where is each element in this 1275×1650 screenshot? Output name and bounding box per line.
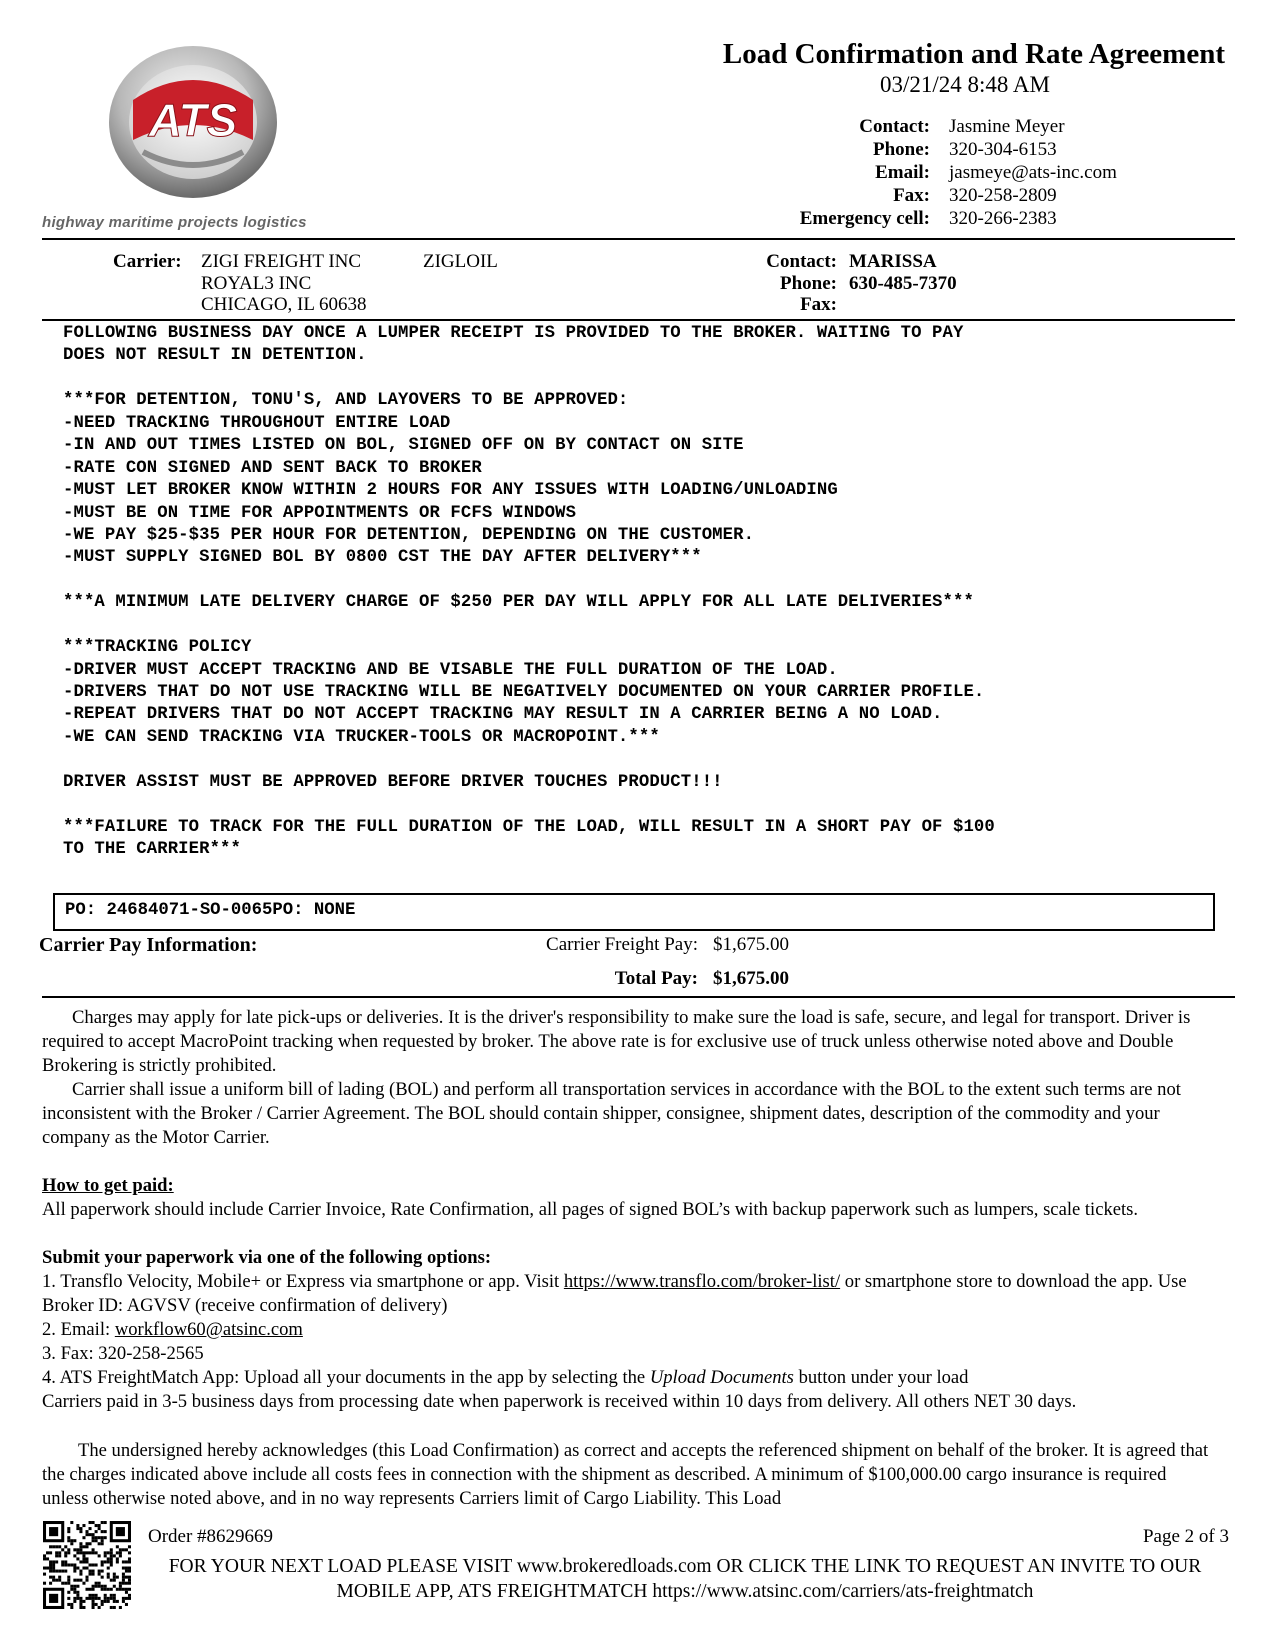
note-line: -MUST SUPPLY SIGNED BOL BY 0800 CST THE DAY AFTER DELIVERY***	[63, 548, 702, 568]
carrier-contact-value: MARISSA	[849, 251, 937, 272]
contact-label: Contact:	[859, 116, 930, 137]
pay-divider	[42, 996, 1235, 998]
carrier-code: ZIGLOIL	[423, 251, 498, 272]
fax-value: 320-258-2809	[949, 185, 1057, 206]
note-line: -NEED TRACKING THROUGHOUT ENTIRE LOAD	[63, 413, 451, 433]
note-line: FOLLOWING BUSINESS DAY ONCE A LUMPER RECEIPT IS PROVIDED TO THE BROKER. WAITING TO PAY	[63, 324, 964, 343]
how-to-get-paid-heading: How to get paid:	[42, 1175, 174, 1196]
note-line: DRIVER ASSIST MUST BE APPROVED BEFORE DRIVER TOUCHES PRODUCT!!!	[63, 772, 723, 792]
svg-text:ATS: ATS	[148, 94, 238, 146]
note-line: -IN AND OUT TIMES LISTED ON BOL, SIGNED OFF ON BY CONTACT ON SITE	[63, 436, 744, 456]
total-pay-label: Total Pay:	[614, 968, 698, 989]
note-line: ***FOR DETENTION, TONU'S, AND LAYOVERS TO BE APPROVED:	[63, 391, 629, 411]
note-line: -DRIVER MUST ACCEPT TRACKING AND BE VISABLE THE FULL DURATION OF THE LOAD.	[63, 660, 838, 680]
document-datetime: 03/21/24 8:48 AM	[880, 72, 1050, 97]
note-line: -MUST BE ON TIME FOR APPOINTMENTS OR FCFS WINDOWS	[63, 503, 577, 523]
note-line: -DRIVERS THAT DO NOT USE TRACKING WILL BE NEGATIVELY DOCUMENTED ON YOUR CARRIER PROFILE.	[63, 683, 985, 702]
terms-paragraph-2: Carrier shall issue a uniform bill of lading (BOL) and perform all transportation services in accordance with the BOL to the extent such terms are not inconsistent with the Broker / Carrier Agreement. The BOL should contain shipper, consignee, shipment dates, description of the commodity and your company as the Motor Carrier.	[42, 1079, 1181, 1148]
carrier-address-line2: CHICAGO, IL 60638	[201, 294, 367, 315]
emergency-cell-label: Emergency cell:	[799, 208, 930, 229]
note-line: -RATE CON SIGNED AND SENT BACK TO BROKER	[63, 458, 482, 478]
email-label: Email:	[875, 162, 930, 183]
note-blank-line	[63, 614, 995, 636]
note-line: -WE CAN SEND TRACKING VIA TRUCKER-TOOLS OR MACROPOINT.***	[63, 727, 660, 747]
note-blank-line	[63, 748, 995, 770]
email-value[interactable]: jasmeye@ats-inc.com	[949, 162, 1117, 183]
note-line: ***FAILURE TO TRACK FOR THE FULL DURATION OF THE LOAD, WILL RESULT IN A SHORT PAY OF $100	[63, 817, 995, 837]
carrier-contact-label: Contact:	[766, 251, 837, 272]
carrier-address-line1: ROYAL3 INC	[201, 273, 312, 294]
emergency-cell-value: 320-266-2383	[949, 208, 1057, 229]
note-line: -MUST LET BROKER KNOW WITHIN 2 HOURS FOR ANY ISSUES WITH LOADING/UNLOADING	[63, 481, 838, 501]
carrier-phone-value: 630-485-7370	[849, 273, 957, 294]
qr-code-icon[interactable]	[43, 1521, 131, 1609]
note-line: -WE PAY $25-$35 PER HOUR FOR DETENTION, DEPENDING ON THE CUSTOMER.	[63, 525, 755, 545]
option-email-text: 2. Email:	[42, 1319, 115, 1340]
option-freightmatch-text-after: button under your load	[793, 1367, 969, 1388]
note-line: -REPEAT DRIVERS THAT DO NOT ACCEPT TRACKING MAY RESULT IN A CARRIER BEING A NO LOAD.	[63, 705, 943, 725]
carrier-phone-label: Phone:	[780, 273, 837, 294]
acknowledgement-text: The undersigned hereby acknowledges (this Load Confirmation) as correct and accepts the referenced shipment on behalf of the broker. It is agreed that the charges indicated above include all costs fees in connection with the shipment as described. A minimum of $100,000.00 cargo insurance is required unless otherwise noted above, and in no way represents Carriers limit of Cargo Liability. This Load	[42, 1440, 1209, 1509]
phone-value: 320-304-6153	[949, 139, 1057, 160]
note-blank-line	[63, 569, 995, 591]
total-pay-value: $1,675.00	[713, 968, 789, 989]
terms-paragraph-1: Charges may apply for late pick-ups or deliveries. It is the driver's responsibility to make sure the load is safe, secure, and legal for transport. Driver is required to accept MacroPoint tracking when requested by broker. The above rate is for exclusive use of truck unless otherwise noted above and Double Brokering is strictly prohibited.	[42, 1007, 1191, 1076]
note-line: TO THE CARRIER***	[63, 840, 241, 860]
paperwork-intro: All paperwork should include Carrier Invoice, Rate Confirmation, all pages of signed BOL’s with backup paperwork such as lumpers, scale tickets.	[42, 1199, 1139, 1220]
note-line: ***A MINIMUM LATE DELIVERY CHARGE OF $250 PER DAY WILL APPLY FOR ALL LATE DELIVERIES***	[63, 593, 974, 613]
submit-options-heading: Submit your paperwork via one of the following options:	[42, 1247, 492, 1268]
option-email	[42, 1318, 303, 1342]
carrier-fax-label: Fax:	[800, 294, 837, 315]
payment-terms: Carriers paid in 3-5 business days from processing date when paperwork is received within 10 days from delivery. All others NET 30 days.	[42, 1391, 1077, 1412]
header-divider	[42, 238, 1235, 240]
special-instructions	[63, 322, 995, 861]
document-title: Load Confirmation and Rate Agreement	[722, 38, 1225, 70]
contact-name: Jasmine Meyer	[949, 116, 1065, 137]
carrier-pay-label: Carrier Pay Information:	[39, 934, 258, 956]
order-number: Order #8629669	[148, 1526, 274, 1547]
option-freightmatch-text: 4. ATS FreightMatch App: Upload all your documents in the app by selecting the	[42, 1367, 650, 1388]
carrier-divider	[42, 319, 1235, 321]
ats-logo	[103, 40, 283, 200]
freight-pay-label: Carrier Freight Pay:	[546, 934, 698, 955]
option-transflo	[42, 1270, 1192, 1318]
freight-pay-value: $1,675.00	[713, 934, 789, 955]
option-transflo-text: 1. Transflo Velocity, Mobile+ or Express via smartphone or app. Visit	[42, 1271, 564, 1292]
upload-documents-term: Upload Documents	[649, 1367, 794, 1388]
po-box	[53, 893, 1215, 931]
note-line: DOES NOT RESULT IN DETENTION.	[63, 346, 367, 366]
note-blank-line	[63, 793, 995, 815]
footer-message: FOR YOUR NEXT LOAD PLEASE VISIT www.brokeredloads.com OR CLICK THE LINK TO REQUEST AN INVITE TO OUR MOBILE APP, ATS FREIGHTMATCH https://www.atsinc.com/carriers/ats-freightmatch	[168, 1556, 1202, 1602]
carrier-name: ZIGI FREIGHT INC	[201, 251, 362, 272]
note-blank-line	[63, 367, 995, 389]
company-tagline: highway maritime projects logistics	[42, 214, 307, 231]
workflow-email-link[interactable]: workflow60@atsinc.com	[114, 1319, 303, 1340]
carrier-label: Carrier:	[113, 251, 182, 272]
phone-label: Phone:	[873, 139, 930, 160]
po-number: PO: 24684071-SO-0065PO: NONE	[65, 901, 356, 920]
note-line: ***TRACKING POLICY	[63, 638, 252, 658]
option-freightmatch	[42, 1366, 968, 1390]
fax-label: Fax:	[893, 185, 930, 206]
option-fax: 3. Fax: 320-258-2565	[42, 1343, 204, 1364]
option-transflo-text-after: or smartphone store to download the app. Use Broker ID: AGVSV (receive confirmation of delivery)	[42, 1271, 1187, 1316]
transflo-link[interactable]: https://www.transflo.com/broker-list/	[563, 1271, 841, 1292]
page-number: Page 2 of 3	[1142, 1526, 1229, 1547]
